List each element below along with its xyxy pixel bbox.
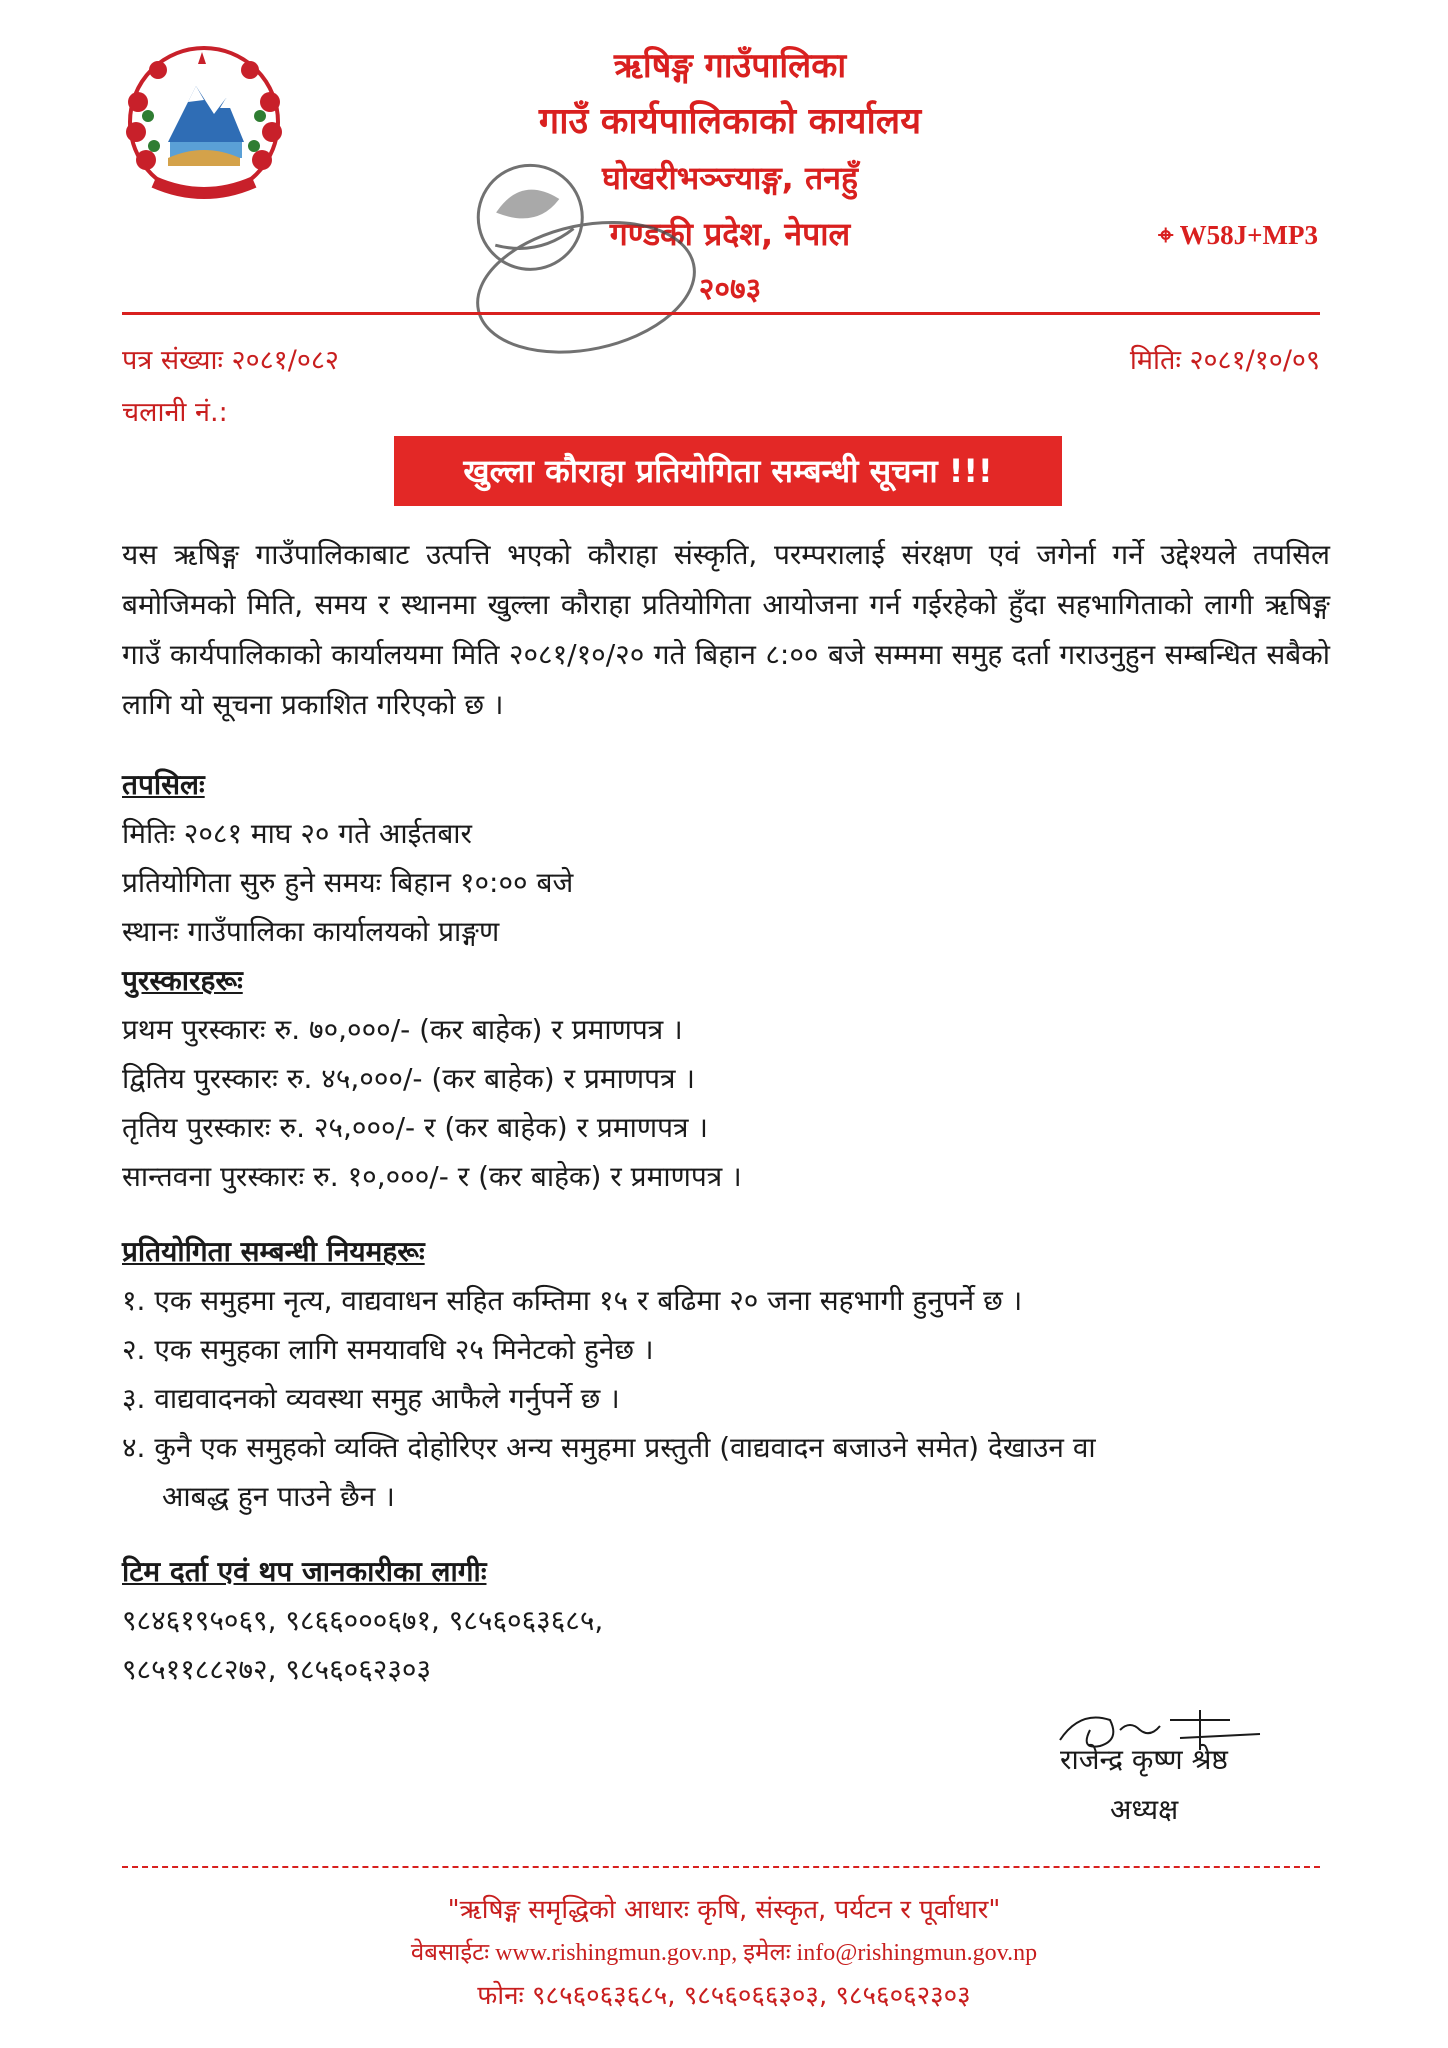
established-year: २०७३ [698,272,762,307]
letterhead [0,0,1448,320]
detail-time: प्रतियोगिता सुरु हुने समयः बिहान १०:०० बजे [122,866,574,899]
intro-paragraph: यस ऋषिङ्ग गाउँपालिकाबाट उत्पत्ति भएको कौराहा संस्कृति, परम्परालाई संरक्षण एवं जगेर्ना गर्ने उद्देश्यले तपसिल बमोजिमको मिति, समय र स्थानमा खुल्ला कौराहा प्रतियोगिता आयोजना गर्न गईरहेको हुँदा सहभागिताको लागी ऋषिङ्ग गाउँ कार्यपालिकाको कार्यालयमा मिति २०८१/१०/२० गते बिहान ८:०० बजे सम्ममा समुह दर्ता गराउनुहुन सम्बन्धित सबैको लागि यो सूचना प्रकाशित गरिएको छ । [122,538,1330,721]
letter-number: पत्र संख्याः २०८१/०८२ [122,345,339,376]
footer-phone: फोनः ९८५६०६३६८५, ९८५६०६६३०३, ९८५६०६२३०३ [477,1981,971,2011]
prizes-heading: पुरस्कारहरूः [122,964,243,997]
signatory-title: अध्यक्ष [1110,1793,1179,1826]
prize-second: द्वितिय पुरस्कारः रु. ४५,०००/- (कर बाहेक) र प्रमाणपत्र । [122,1062,696,1095]
rule-item: २. एक समुहका लागि समयावधि २५ मिनेटको हुनेछ । [122,1333,654,1366]
header-divider [122,312,1320,315]
prize-consolation: सान्तवना पुरस्कारः रु. १०,०००/- र (कर बाहेक) र प्रमाणपत्र । [122,1160,742,1193]
nepal-emblem-icon [118,42,290,204]
notice-title: खुल्ला कौराहा प्रतियोगिता सम्बन्धी सूचना !!! [394,436,1062,506]
municipality-name: ऋषिङ्ग गाउँपालिका [613,46,847,86]
contact-heading: टिम दर्ता एवं थप जानकारीका लागीः [122,1555,487,1588]
footer-divider [122,1866,1320,1868]
signatory-name: राजेन्द्र कृष्ण श्रेष्ठ [1060,1743,1228,1776]
dispatch-number: चलानी नं.: [122,397,228,428]
province-name: गण्डकी प्रदेश, नेपाल [609,215,851,253]
rule-item: १. एक समुहमा नृत्य, वाद्यवाधन सहित कम्तिमा १५ र बढिमा २० जना सहभागी हुनुपर्ने छ । [122,1284,1023,1317]
detail-date: मितिः २०८१ माघ २० गते आईतबार [122,817,473,850]
contact-numbers: ९८५११८८२७२, ९८५६०६२३०३ [122,1653,432,1686]
rules-heading: प्रतियोगिता सम्बन्धी नियमहरूः [122,1235,425,1268]
office-name: गाउँ कार्यपालिकाको कार्यालय [538,101,922,142]
contact-numbers: ९८४६१९५०६९, ९८६६०००६७१, ९८५६०६३६८५, [122,1604,604,1637]
prize-first: प्रथम पुरस्कारः रु. ७०,०००/- (कर बाहेक) र प्रमाणपत्र । [122,1013,683,1046]
plus-code: ⌖ W58J+MP3 [1158,220,1318,250]
office-stamp [440,150,700,370]
footer-motto: "ऋषिङ्ग समृद्धिको आधारः कृषि, संस्कृत, पर्यटन र पूर्वाधार" [447,1895,1001,1925]
rule-item: ४. कुनै एक समुहको व्यक्ति दोहोरिएर अन्य समुहमा प्रस्तुती (वाद्यवादन बजाउने समेत) देखाउन वा [122,1431,1096,1464]
details-heading: तपसिलः [122,768,205,801]
detail-venue: स्थानः गाउँपालिका कार्यालयको प्राङ्गण [122,915,500,948]
letter-date: मितिः २०८१/१०/०९ [1129,345,1320,376]
prize-third: तृतिय पुरस्कारः रु. २५,०००/- र (कर बाहेक) र प्रमाणपत्र । [122,1111,708,1144]
rule-item: ३. वाद्यवादनको व्यवस्था समुह आफैले गर्नुपर्ने छ । [122,1382,620,1415]
office-address: घोखरीभञ्ज्याङ्ग, तनहुँ [602,159,858,197]
footer-web-email: वेबसाईटः www.rishingmun.gov.np, इमेलः info@rishingmun.gov.np [410,1940,1038,1966]
rule-item-continuation: आबद्ध हुन पाउने छैन । [162,1480,395,1513]
